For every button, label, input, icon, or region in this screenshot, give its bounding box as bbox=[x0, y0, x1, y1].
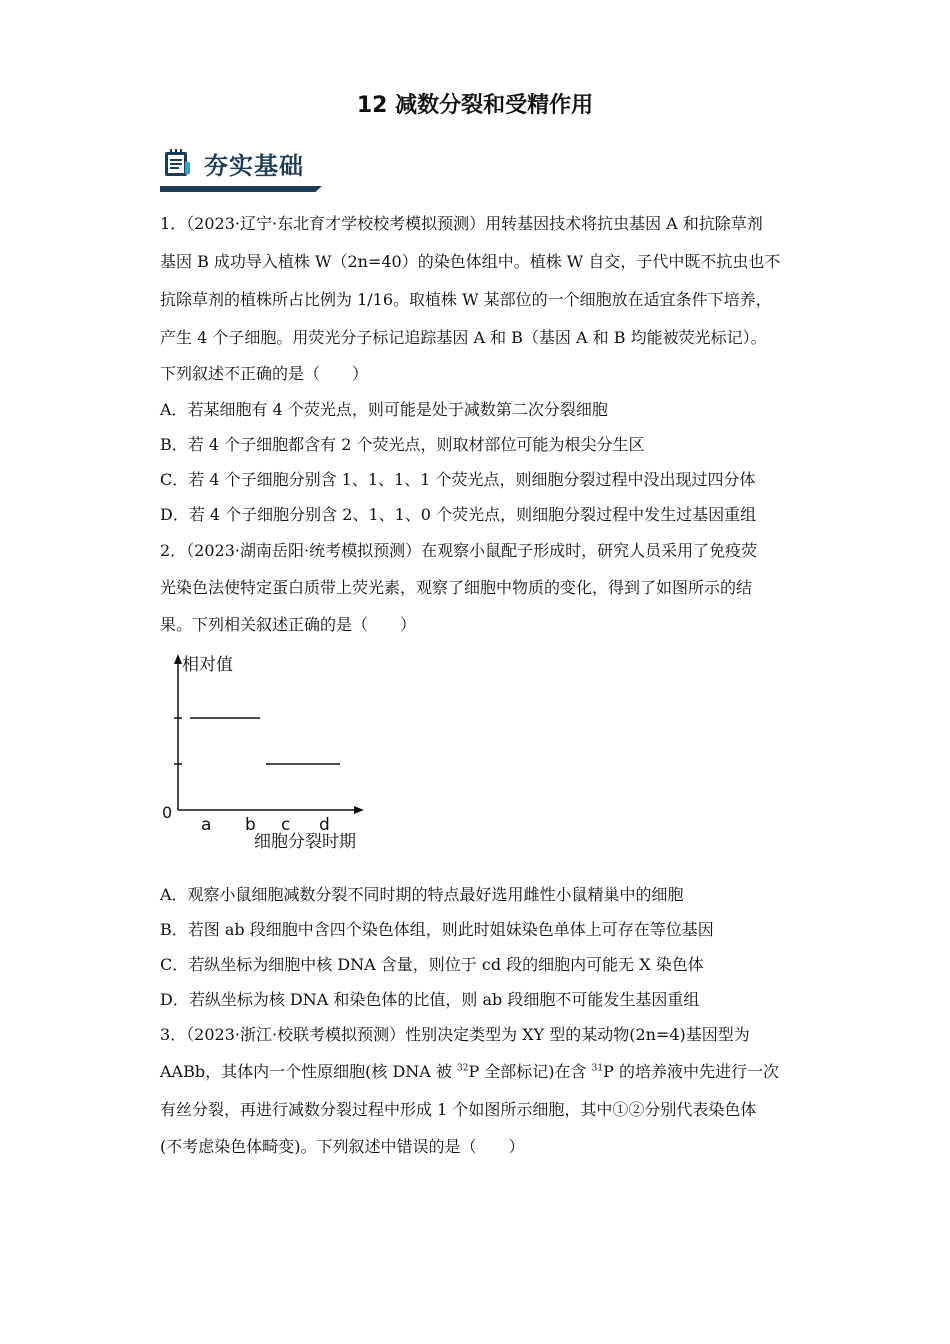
y-axis-label: 相对值 bbox=[182, 655, 233, 675]
q1-line: 产生 4 个子细胞。用荧光分子标记追踪基因 A 和 B（基因 A 和 B 均能被荧光标记）。 bbox=[160, 328, 767, 347]
x-tick-label: c bbox=[281, 815, 291, 835]
q3-text: AABb，其体内一个性原细胞(核 DNA 被 bbox=[160, 1062, 457, 1081]
q1-option-c: C．若 4 个子细胞分别含 1、1、1、1 个荧光点，则细胞分裂过程中没出现过四分体 bbox=[160, 470, 756, 489]
q1-line: 1．（2023·辽宁·东北育才学校校考模拟预测）用转基因技术将抗虫基因 A 和抗除草剂 bbox=[160, 214, 763, 233]
notepad-icon bbox=[162, 148, 192, 178]
section-label: 夯实基础 bbox=[204, 152, 304, 180]
q1-line: 基因 B 成功导入植株 W（2n=40）的染色体组中。植株 W 自交，子代中既不抗虫也不 bbox=[160, 252, 781, 271]
q1-line: 抗除草剂的植株所占比例为 1/16。取植株 W 某部位的一个细胞放在适宜条件下培养， bbox=[160, 290, 772, 309]
y-axis-arrow bbox=[174, 654, 182, 664]
x-axis-label: 细胞分裂时期 bbox=[254, 832, 356, 852]
q1-option-a: A．若某细胞有 4 个荧光点，则可能是处于减数第二次分裂细胞 bbox=[160, 400, 608, 419]
q3-line: 有丝分裂，再进行减数分裂过程中形成 1 个如图所示细胞，其中①②分别代表染色体 bbox=[160, 1100, 757, 1119]
q3-superscript: 32 bbox=[457, 1063, 469, 1074]
x-tick-label: a bbox=[201, 815, 212, 835]
relative-value-chart bbox=[150, 650, 380, 860]
page-title: 12 减数分裂和受精作用 bbox=[356, 93, 594, 118]
section-banner bbox=[160, 140, 325, 194]
q3-text: P 的培养液中先进行一次 bbox=[603, 1062, 779, 1081]
origin-label: 0 bbox=[162, 803, 173, 822]
q1-option-d: D．若 4 个子细胞分别含 2、1、1、0 个荧光点，则细胞分裂过程中发生过基因重组 bbox=[160, 505, 757, 524]
x-tick-label: d bbox=[319, 815, 330, 835]
q2-option-a: A．观察小鼠细胞减数分裂不同时期的特点最好选用雌性小鼠精巢中的细胞 bbox=[160, 885, 684, 904]
q3-line: (不考虑染色体畸变)。下列叙述中错误的是（ ） bbox=[160, 1137, 525, 1156]
q1-option-b: B．若 4 个子细胞都含有 2 个荧光点，则取材部位可能为根尖分生区 bbox=[160, 435, 645, 454]
q2-line: 2．（2023·湖南岳阳·统考模拟预测）在观察小鼠配子形成时，研究人员采用了免疫荧 bbox=[160, 541, 758, 560]
q2-option-b: B．若图 ab 段细胞中含四个染色体组，则此时姐妹染色单体上可存在等位基因 bbox=[160, 920, 714, 939]
section-underline bbox=[160, 186, 322, 192]
x-tick-label: b bbox=[245, 815, 256, 835]
q2-option-d: D．若纵坐标为核 DNA 和染色体的比值，则 ab 段细胞不可能发生基因重组 bbox=[160, 990, 700, 1009]
q2-line: 光染色法使特定蛋白质带上荧光素，观察了细胞中物质的变化，得到了如图所示的结 bbox=[160, 578, 753, 597]
x-axis-arrow bbox=[354, 806, 364, 814]
q2-option-c: C．若纵坐标为细胞中核 DNA 含量，则位于 cd 段的细胞内可能无 X 染色体 bbox=[160, 955, 704, 974]
q3-line bbox=[160, 1059, 779, 1082]
q3-text: P 全部标记)在含 bbox=[468, 1062, 592, 1081]
q2-line: 果。下列相关叙述正确的是（ ） bbox=[160, 615, 417, 634]
q1-line: 下列叙述不正确的是（ ） bbox=[160, 364, 369, 383]
q3-line: 3．（2023·浙江·校联考模拟预测）性别决定类型为 XY 型的某动物(2n=4)基因型为 bbox=[160, 1025, 750, 1044]
q3-superscript: 31 bbox=[591, 1063, 604, 1074]
